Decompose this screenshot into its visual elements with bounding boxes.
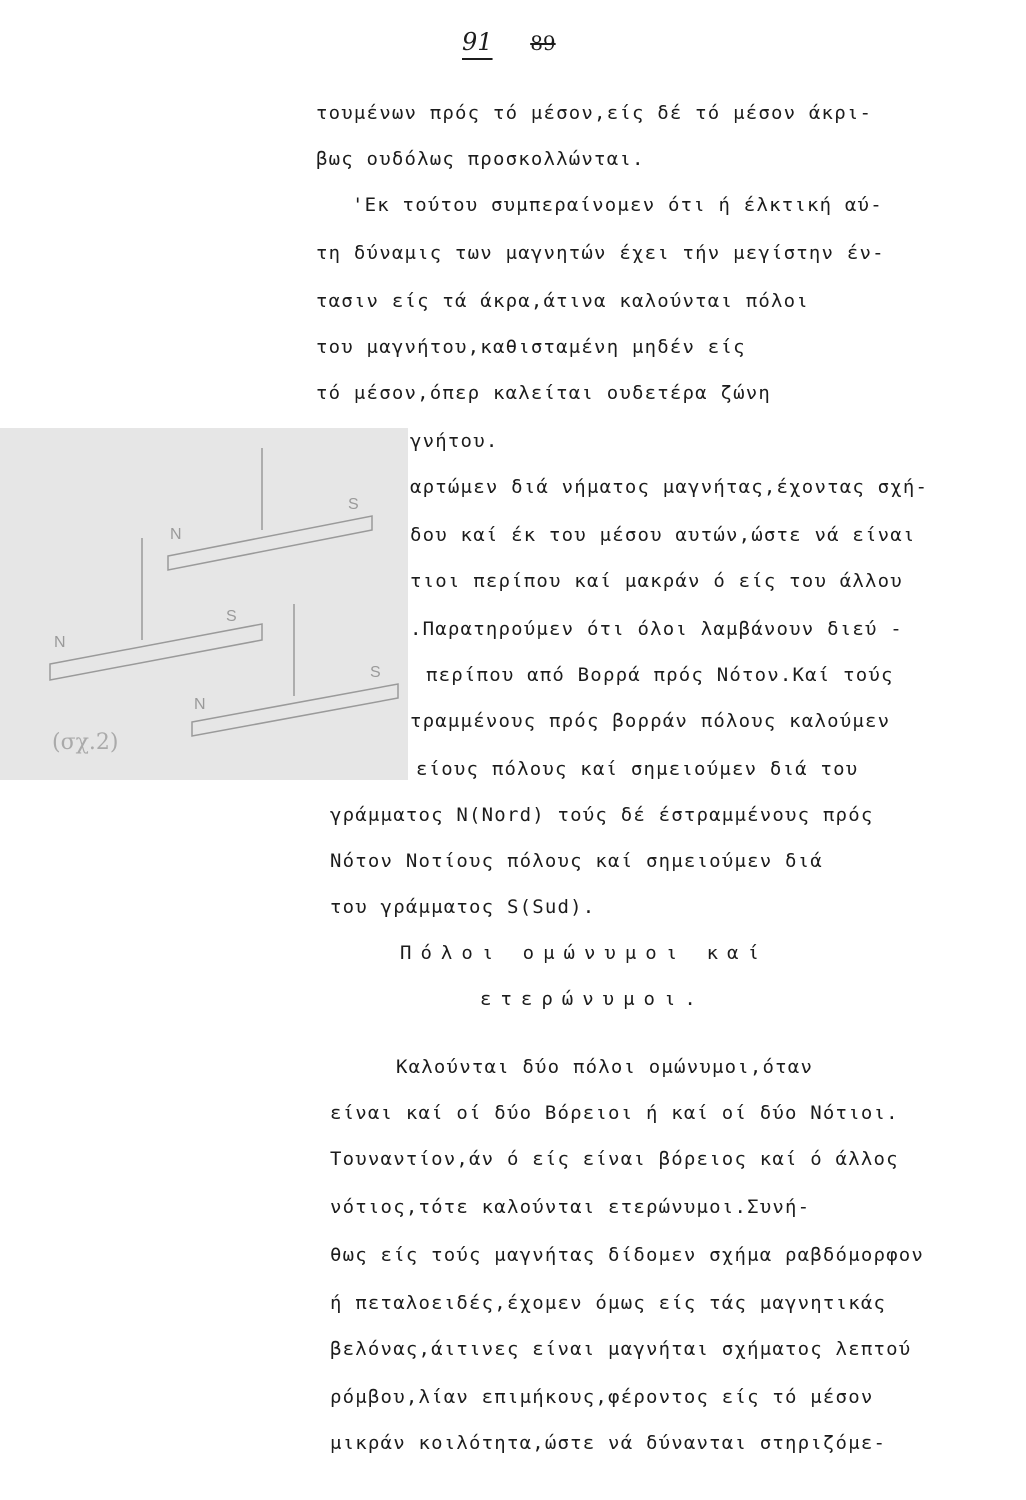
figure-caption: (σχ.2) — [52, 730, 119, 755]
pole-label: N — [194, 696, 206, 713]
magnet-diagram — [0, 428, 408, 780]
text-line: Τουναντίον,άν ό είς είναι βόρειος καί ό άλλος — [330, 1148, 899, 1170]
page-number-old: 89 — [530, 31, 556, 55]
text-line: είους πόλους καί σημειούμεν διά του — [416, 758, 859, 780]
bar-magnet-2 — [50, 624, 262, 680]
text-line: τιοι περίπου καί μακράν ό είς του άλλου — [410, 570, 903, 592]
text-line: .Παρατηρούμεν ότι όλοι λαμβάνουν διεύ - — [410, 618, 903, 640]
page-number — [462, 28, 556, 56]
text-line: τραμμένους πρός βορράν πόλους καλούμεν — [410, 710, 891, 732]
text-line: τουμένων πρός τό μέσον,είς δέ τό μέσον άκρι- — [316, 102, 873, 124]
pole-label: S — [348, 496, 359, 513]
text-line: είναι καί οί δύο Βόρειοι ή καί οί δύο Νότιοι. — [330, 1102, 899, 1124]
bar-magnet-3 — [192, 684, 398, 736]
pole-label: N — [54, 634, 66, 651]
text-line: ρόμβου,λίαν επιμήκους,φέροντος είς τό μέσον — [330, 1386, 874, 1408]
text-line: θως είς τούς μαγνήτας δίδομεν σχήμα ραβδόμορφον — [330, 1244, 925, 1266]
pole-label: S — [370, 664, 381, 681]
pole-label: N — [170, 526, 182, 543]
page-number-current: 91 — [462, 28, 493, 56]
text-line: περίπου από Βορρά πρός Νότον.Καί τούς — [426, 664, 894, 686]
text-line: γνήτου. — [410, 430, 499, 452]
pole-label: S — [226, 608, 237, 625]
text-line: 'Εκ τούτου συμπεραίνομεν ότι ή έλκτική αύ- — [352, 194, 883, 216]
text-line: τό μέσον,όπερ καλείται ουδετέρα ζώνη — [316, 382, 772, 404]
magnet-figure — [0, 428, 408, 780]
text-line: μικράν κοιλότητα,ώστε νά δύνανται στηριζόμε- — [330, 1432, 887, 1454]
text-line: του μαγνήτου,καθισταμένη μηδέν είς — [316, 336, 746, 358]
text-line: βως ουδόλως προσκολλώνται. — [316, 148, 645, 170]
text-line: δου καί έκ του μέσου αυτών,ώστε νά είναι — [410, 524, 916, 546]
text-line: ή πεταλοειδές,έχομεν όμως είς τάς μαγνητικάς — [330, 1292, 887, 1314]
section-heading: Πόλοι ομώνυμοι καί — [400, 942, 768, 964]
text-line: νότιος,τότε καλούνται ετερώνυμοι.Συνή- — [330, 1196, 811, 1218]
text-line: βελόνας,άιτινες είναι μαγνήται σχήματος λεπτού — [330, 1338, 912, 1360]
section-heading: ετερώνυμοι. — [480, 988, 705, 1010]
text-line: γράμματος Ν(Nord) τούς δέ έστραμμένους πρός — [330, 804, 874, 826]
text-line: Νότον Νοτίους πόλους καί σημειούμεν διά — [330, 850, 823, 872]
text-line: Καλούνται δύο πόλοι ομώνυμοι,όταν — [396, 1056, 814, 1078]
bar-magnet-1 — [168, 516, 372, 570]
text-line: αρτώμεν διά νήματος μαγνήτας,έχοντας σχή- — [410, 476, 929, 498]
text-line: τη δύναμις των μαγνητών έχει τήν μεγίστην έν- — [316, 242, 885, 264]
text-line: του γράμματος S(Sud). — [330, 896, 596, 918]
text-line: τασιν είς τά άκρα,άτινα καλούνται πόλοι — [316, 290, 809, 312]
